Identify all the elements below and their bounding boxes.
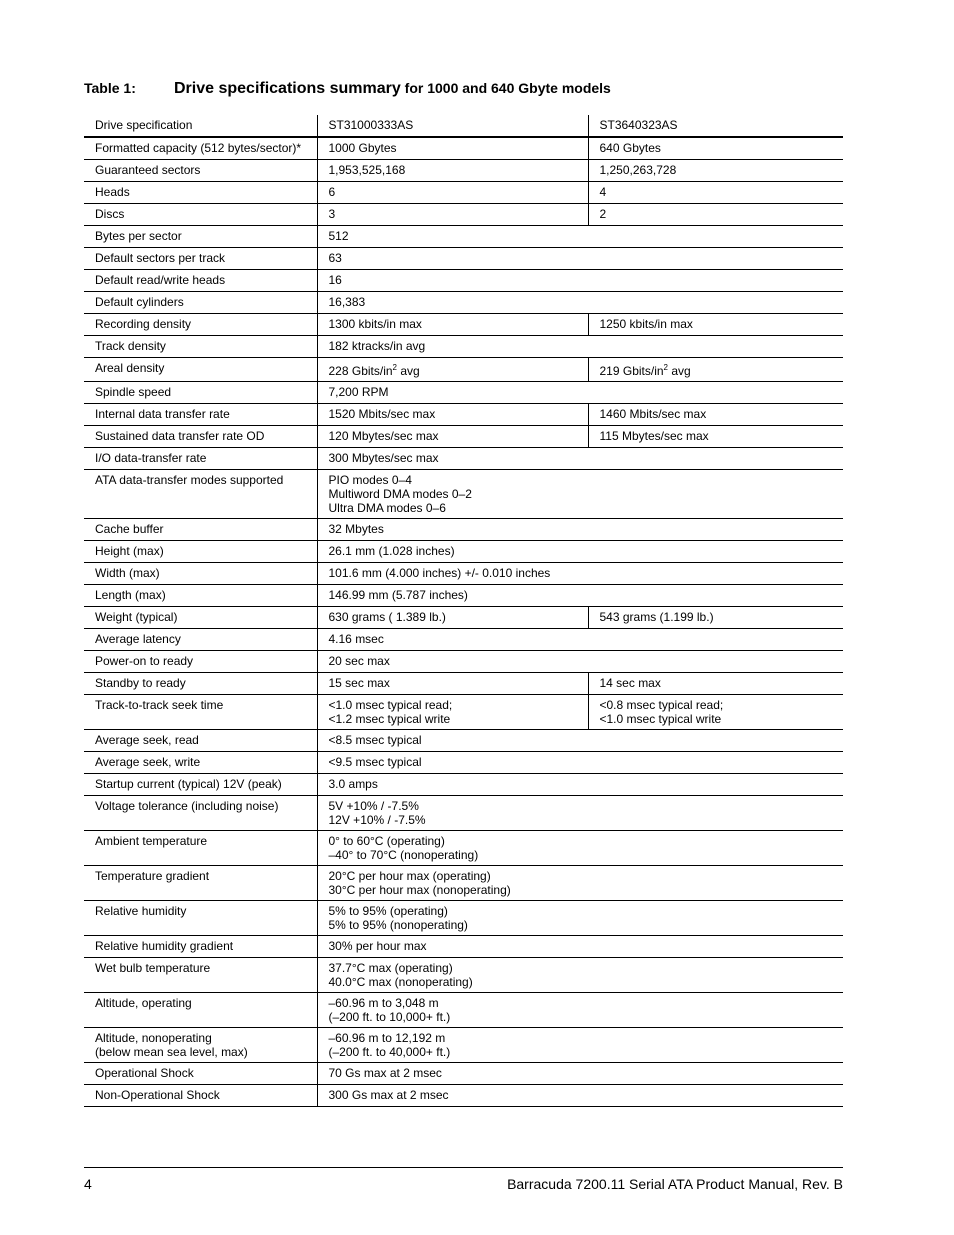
- table-row: [84, 448, 843, 470]
- model-a-value-cell: 15 sec max: [317, 673, 588, 695]
- shared-value-cell: 0° to 60°C (operating) –40° to 70°C (nonoperating): [317, 831, 843, 866]
- shared-value-cell: 5% to 95% (operating) 5% to 95% (nonoperating): [317, 901, 843, 936]
- model-a-value-cell: 3: [317, 204, 588, 226]
- model-b-value-cell: 1460 Mbits/sec max: [588, 404, 843, 426]
- table-row: [84, 695, 843, 730]
- table-row: [84, 585, 843, 607]
- table-row: [84, 673, 843, 695]
- table-row: [84, 336, 843, 358]
- spec-name-cell: Relative humidity gradient: [84, 936, 317, 958]
- spec-name-cell: Wet bulb temperature: [84, 958, 317, 993]
- spec-name-cell: Track density: [84, 336, 317, 358]
- model-a-value-cell: 120 Mbytes/sec max: [317, 426, 588, 448]
- table-row: [84, 137, 843, 160]
- model-b-value-cell: 1,250,263,728: [588, 160, 843, 182]
- spec-name-cell: Standby to ready: [84, 673, 317, 695]
- table-row: [84, 358, 843, 382]
- spec-name-cell: Power-on to ready: [84, 651, 317, 673]
- table-row: [84, 607, 843, 629]
- table-row: [84, 1063, 843, 1085]
- shared-value-cell: 7,200 RPM: [317, 382, 843, 404]
- model-a-value-cell: <1.0 msec typical read; <1.2 msec typical write: [317, 695, 588, 730]
- spec-name-cell: Width (max): [84, 563, 317, 585]
- model-a-value-cell: 6: [317, 182, 588, 204]
- table-row: [84, 292, 843, 314]
- shared-value-cell: 146.99 mm (5.787 inches): [317, 585, 843, 607]
- spec-name-cell: Relative humidity: [84, 901, 317, 936]
- model-b-value-cell: 2: [588, 204, 843, 226]
- specifications-table-body: [84, 115, 843, 1107]
- model-a-value-cell: 630 grams ( 1.389 lb.): [317, 607, 588, 629]
- spec-name-cell: Drive specification: [84, 115, 317, 137]
- spec-name-cell: Operational Shock: [84, 1063, 317, 1085]
- table-row: [84, 1028, 843, 1063]
- model-b-value-cell: 543 grams (1.199 lb.): [588, 607, 843, 629]
- table-caption: [84, 80, 844, 98]
- spec-name-cell: Non-Operational Shock: [84, 1085, 317, 1107]
- page-number: 4: [84, 1176, 92, 1192]
- model-b-value-cell: 640 Gbytes: [588, 137, 843, 160]
- spec-name-cell: Internal data transfer rate: [84, 404, 317, 426]
- table-row: [84, 382, 843, 404]
- spec-name-cell: ATA data-transfer modes supported: [84, 470, 317, 519]
- spec-name-cell: Default sectors per track: [84, 248, 317, 270]
- shared-value-cell: <8.5 msec typical: [317, 730, 843, 752]
- shared-value-cell: 4.16 msec: [317, 629, 843, 651]
- table-row: [84, 651, 843, 673]
- table-header-row: [84, 115, 843, 137]
- spec-name-cell: Average seek, read: [84, 730, 317, 752]
- shared-value-cell: 16: [317, 270, 843, 292]
- value-text: 228 Gbits/in: [328, 364, 393, 378]
- shared-value-cell: 26.1 mm (1.028 inches): [317, 541, 843, 563]
- table-row: [84, 226, 843, 248]
- superscript: 2: [663, 363, 668, 372]
- model-a-value-cell: 1,953,525,168: [317, 160, 588, 182]
- spec-name-cell: Sustained data transfer rate OD: [84, 426, 317, 448]
- model-a-value-cell: ST31000333AS: [317, 115, 588, 137]
- table-row: [84, 541, 843, 563]
- spec-name-cell: Average latency: [84, 629, 317, 651]
- table-row: [84, 1085, 843, 1107]
- table-row: [84, 796, 843, 831]
- model-a-value-cell: [317, 358, 588, 382]
- table-row: [84, 831, 843, 866]
- table-row: [84, 629, 843, 651]
- spec-name-cell: Formatted capacity (512 bytes/sector)*: [84, 137, 317, 160]
- table-row: [84, 204, 843, 226]
- spec-name-cell: Heads: [84, 182, 317, 204]
- model-a-value-cell: 1000 Gbytes: [317, 137, 588, 160]
- table-row: [84, 519, 843, 541]
- specifications-table: [84, 115, 843, 1107]
- shared-value-cell: PIO modes 0–4 Multiword DMA modes 0–2 Ultra DMA modes 0–6: [317, 470, 843, 519]
- spec-name-cell: Areal density: [84, 358, 317, 382]
- table-row: [84, 248, 843, 270]
- shared-value-cell: 182 ktracks/in avg: [317, 336, 843, 358]
- spec-name-cell: Altitude, nonoperating (below mean sea level, max): [84, 1028, 317, 1063]
- table-row: [84, 470, 843, 519]
- spec-name-cell: Recording density: [84, 314, 317, 336]
- shared-value-cell: 3.0 amps: [317, 774, 843, 796]
- spec-name-cell: Altitude, operating: [84, 993, 317, 1028]
- spec-name-cell: Weight (typical): [84, 607, 317, 629]
- model-b-value-cell: [588, 358, 843, 382]
- shared-value-cell: 20 sec max: [317, 651, 843, 673]
- model-b-value-cell: ST3640323AS: [588, 115, 843, 137]
- spec-name-cell: Track-to-track seek time: [84, 695, 317, 730]
- shared-value-cell: 20°C per hour max (operating) 30°C per hour max (nonoperating): [317, 866, 843, 901]
- table-row: [84, 774, 843, 796]
- model-b-value-cell: <0.8 msec typical read; <1.0 msec typical write: [588, 695, 843, 730]
- table-row: [84, 752, 843, 774]
- spec-name-cell: Height (max): [84, 541, 317, 563]
- shared-value-cell: 101.6 mm (4.000 inches) +/- 0.010 inches: [317, 563, 843, 585]
- table-row: [84, 866, 843, 901]
- shared-value-cell: 37.7°C max (operating) 40.0°C max (nonoperating): [317, 958, 843, 993]
- table-row: [84, 160, 843, 182]
- spec-name-cell: I/O data-transfer rate: [84, 448, 317, 470]
- table-row: [84, 404, 843, 426]
- table-label: Table 1:: [84, 80, 136, 96]
- model-b-value-cell: 1250 kbits/in max: [588, 314, 843, 336]
- spec-name-cell: Default read/write heads: [84, 270, 317, 292]
- model-a-value-cell: 1520 Mbits/sec max: [317, 404, 588, 426]
- table-title: Drive specifications summary: [174, 80, 401, 97]
- table-row: [84, 563, 843, 585]
- shared-value-cell: 16,383: [317, 292, 843, 314]
- shared-value-cell: 70 Gs max at 2 msec: [317, 1063, 843, 1085]
- spec-name-cell: Startup current (typical) 12V (peak): [84, 774, 317, 796]
- spec-name-cell: Cache buffer: [84, 519, 317, 541]
- shared-value-cell: 512: [317, 226, 843, 248]
- model-b-value-cell: 4: [588, 182, 843, 204]
- spec-name-cell: Default cylinders: [84, 292, 317, 314]
- spec-name-cell: Temperature gradient: [84, 866, 317, 901]
- shared-value-cell: <9.5 msec typical: [317, 752, 843, 774]
- value-suffix: avg: [668, 364, 691, 378]
- table-row: [84, 936, 843, 958]
- model-a-value-cell: 1300 kbits/in max: [317, 314, 588, 336]
- shared-value-cell: 5V +10% / -7.5% 12V +10% / -7.5%: [317, 796, 843, 831]
- table-row: [84, 901, 843, 936]
- superscript: 2: [392, 363, 397, 372]
- table-row: [84, 426, 843, 448]
- spec-name-cell: Average seek, write: [84, 752, 317, 774]
- shared-value-cell: –60.96 m to 3,048 m (–200 ft. to 10,000+ ft.): [317, 993, 843, 1028]
- value-text: 219 Gbits/in: [599, 364, 664, 378]
- shared-value-cell: 30% per hour max: [317, 936, 843, 958]
- spec-name-cell: Ambient temperature: [84, 831, 317, 866]
- document-title: Barracuda 7200.11 Serial ATA Product Manual, Rev. B: [507, 1176, 843, 1192]
- spec-name-cell: Discs: [84, 204, 317, 226]
- table-row: [84, 182, 843, 204]
- spec-name-cell: Bytes per sector: [84, 226, 317, 248]
- shared-value-cell: 300 Gs max at 2 msec: [317, 1085, 843, 1107]
- shared-value-cell: 300 Mbytes/sec max: [317, 448, 843, 470]
- value-suffix: avg: [397, 364, 420, 378]
- spec-name-cell: Voltage tolerance (including noise): [84, 796, 317, 831]
- footer-divider: [84, 1167, 843, 1168]
- spec-name-cell: Guaranteed sectors: [84, 160, 317, 182]
- shared-value-cell: –60.96 m to 12,192 m (–200 ft. to 40,000+ ft.): [317, 1028, 843, 1063]
- table-row: [84, 270, 843, 292]
- shared-value-cell: 32 Mbytes: [317, 519, 843, 541]
- spec-name-cell: Length (max): [84, 585, 317, 607]
- table-subtitle: for 1000 and 640 Gbyte models: [400, 80, 611, 96]
- table-row: [84, 314, 843, 336]
- spec-name-cell: Spindle speed: [84, 382, 317, 404]
- shared-value-cell: 63: [317, 248, 843, 270]
- table-row: [84, 730, 843, 752]
- model-b-value-cell: 115 Mbytes/sec max: [588, 426, 843, 448]
- table-row: [84, 993, 843, 1028]
- table-row: [84, 958, 843, 993]
- model-b-value-cell: 14 sec max: [588, 673, 843, 695]
